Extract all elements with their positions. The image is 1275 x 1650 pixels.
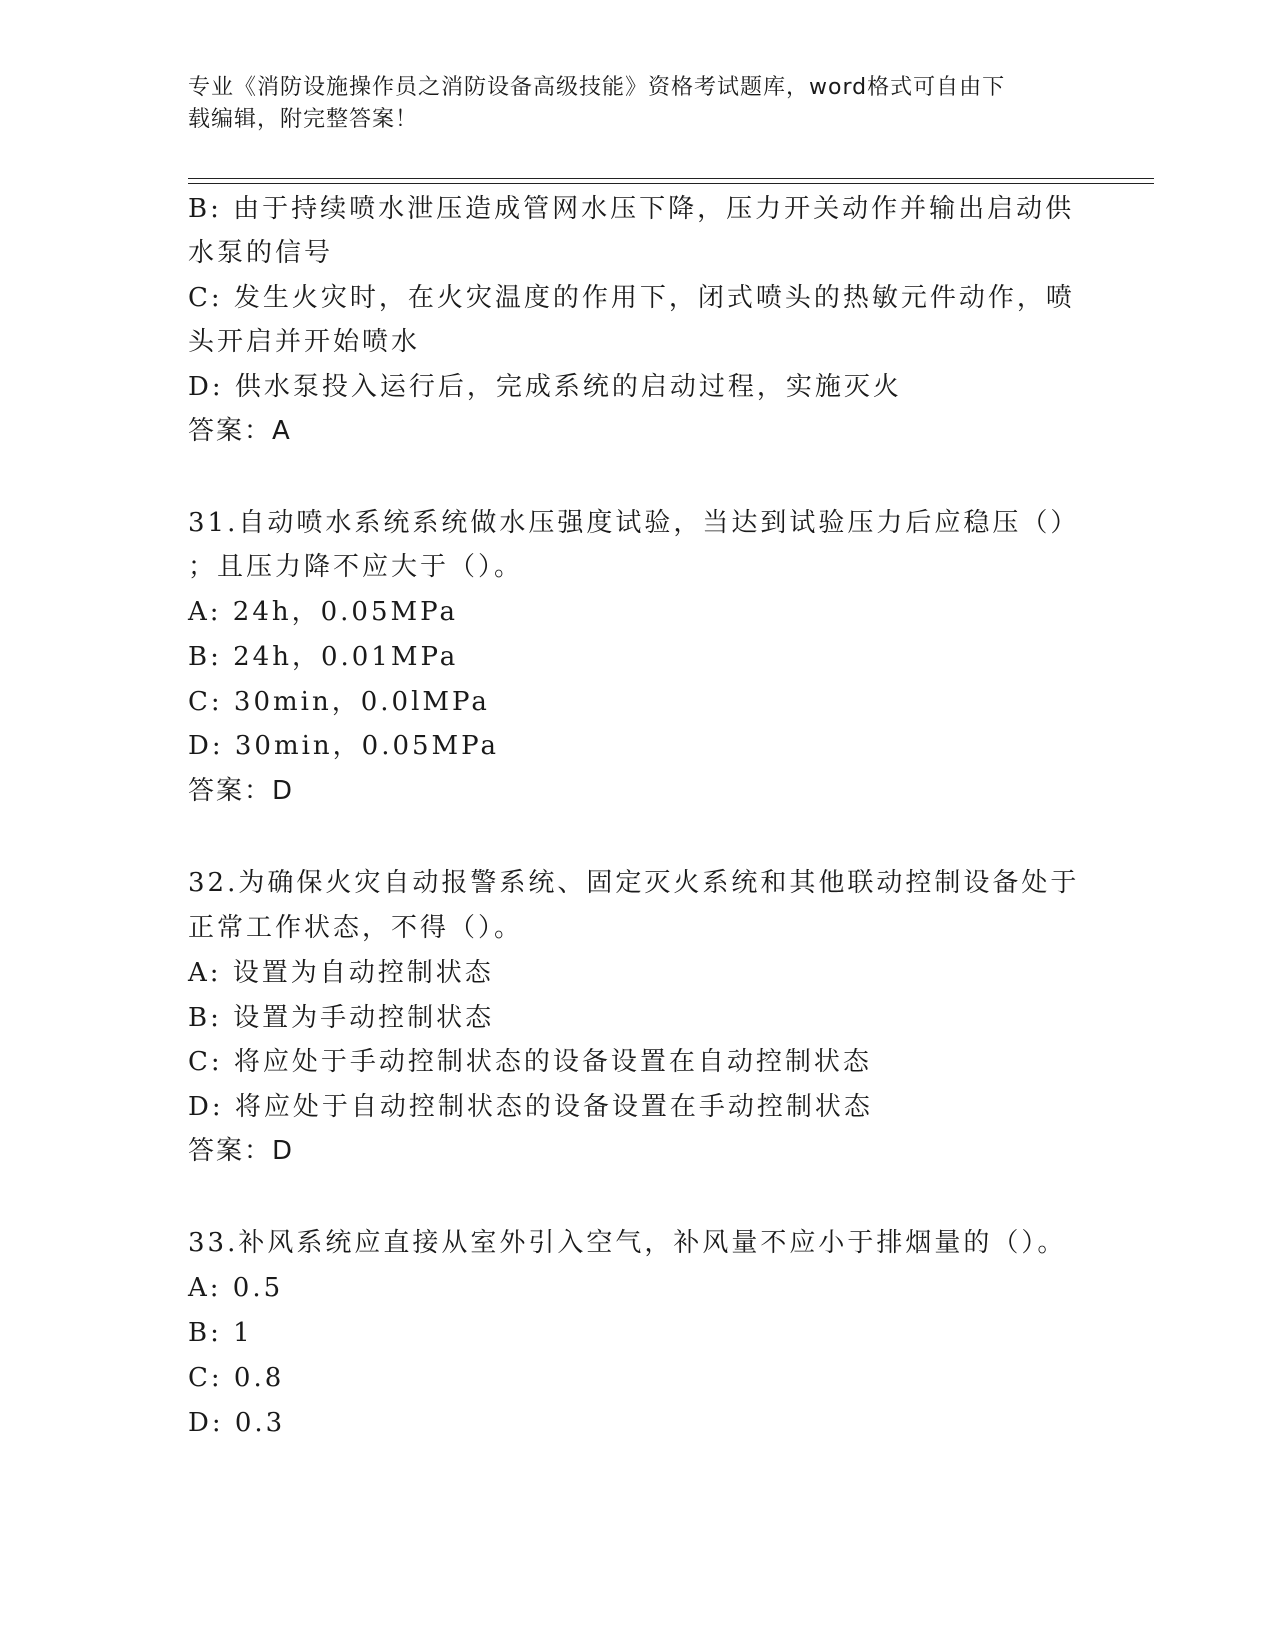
- q32-answer: 答案：D: [188, 1136, 295, 1166]
- header-divider-top: [188, 178, 1154, 179]
- q30-option-d: D: 供水泵投入运行后，完成系统的启动过程，实施灭火: [188, 372, 902, 402]
- q31-stem-line1: 31.自动喷水系统系统做水压强度试验，当达到试验压力后应稳压（）: [188, 508, 1080, 538]
- header-line-1: 专业《消防设施操作员之消防设备高级技能》资格考试题库，word格式可自由下: [188, 75, 1006, 100]
- q30-option-b-line1: B: 由于持续喷水泄压造成管网水压下降，压力开关动作并输出启动供: [188, 194, 1075, 224]
- q33-option-c: C: 0.8: [188, 1363, 285, 1393]
- q31-option-d: D: 30min，0.05MPa: [188, 731, 500, 761]
- q33-option-b: B: 1: [188, 1318, 253, 1348]
- header-divider-bottom: [188, 183, 1154, 184]
- q32-option-b: B: 设置为手动控制状态: [188, 1003, 495, 1033]
- q30-option-b-line2: 水泵的信号: [188, 238, 334, 268]
- q32-option-d: D: 将应处于自动控制状态的设备设置在手动控制状态: [188, 1092, 873, 1122]
- q33-option-a: A: 0.5: [188, 1273, 284, 1303]
- q31-option-c: C: 30min，0.0lMPa: [188, 687, 490, 717]
- q32-stem-line1: 32.为确保火灾自动报警系统、固定灭火系统和其他联动控制设备处于: [188, 868, 1080, 898]
- q32-option-a: A: 设置为自动控制状态: [188, 958, 494, 988]
- q32-option-c: C: 将应处于手动控制状态的设备设置在自动控制状态: [188, 1047, 872, 1077]
- document-header: [188, 72, 1068, 136]
- q30-answer: 答案：A: [188, 416, 292, 446]
- q32-stem-line2: 正常工作状态，不得（）。: [188, 913, 524, 943]
- q30-option-c-line2: 头开启并开始喷水: [188, 327, 421, 357]
- q31-option-a: A: 24h，0.05MPa: [188, 597, 458, 627]
- q30-option-c-line1: C: 发生火灾时，在火灾温度的作用下，闭式喷头的热敏元件动作，喷: [188, 283, 1075, 313]
- q33-stem-line1: 33.补风系统应直接从室外引入空气，补风量不应小于排烟量的（）。: [188, 1228, 1067, 1258]
- q31-option-b: B: 24h，0.01MPa: [188, 642, 459, 672]
- q33-option-d: D: 0.3: [188, 1408, 286, 1438]
- q31-stem-line2: ；且压力降不应大于（）。: [188, 552, 524, 582]
- q31-answer: 答案：D: [188, 776, 295, 806]
- header-line-2: 载编辑，附完整答案！: [188, 107, 419, 132]
